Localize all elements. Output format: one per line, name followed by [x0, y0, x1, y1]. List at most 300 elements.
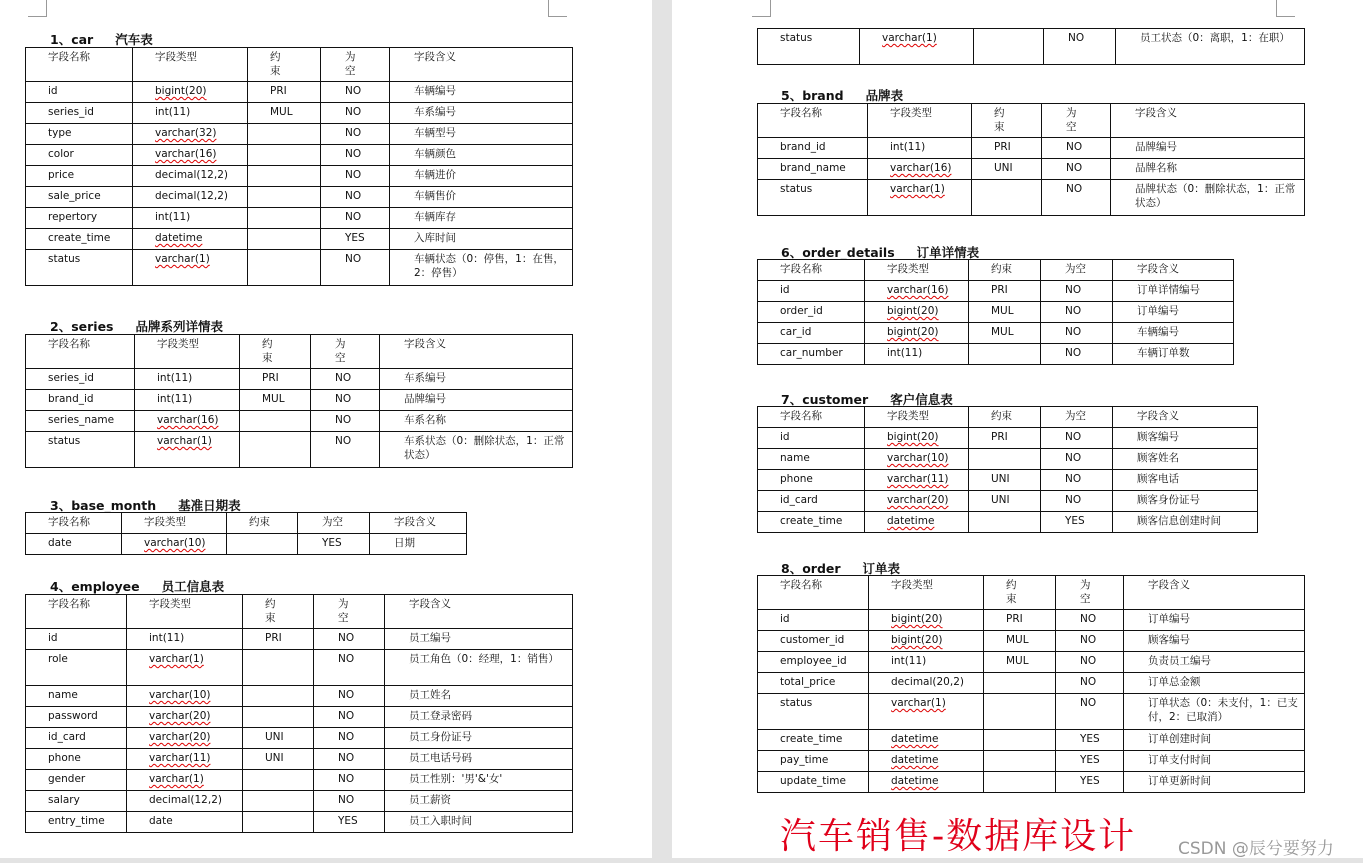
- schema-table: [25, 334, 573, 468]
- cell-text: PRI: [265, 632, 282, 644]
- table-cell: [984, 610, 1056, 631]
- cell-text: 员工身份证号: [409, 731, 472, 743]
- table-cell: [26, 208, 133, 229]
- table-cell: [321, 208, 390, 229]
- column-header: [248, 48, 321, 82]
- column-header: [314, 595, 385, 629]
- cell-text: NO: [338, 689, 355, 701]
- cell-text: id: [780, 431, 790, 443]
- cell-text: 字段类型: [890, 107, 932, 119]
- table-cell: [26, 124, 133, 145]
- cell-text: 为 空: [1066, 107, 1077, 133]
- cell-text: repertory: [48, 211, 98, 223]
- table-cell: [969, 470, 1041, 491]
- header-row: [26, 595, 573, 629]
- table-cell: [758, 730, 869, 751]
- cell-text: MUL: [262, 393, 285, 405]
- table-cell: [1111, 180, 1305, 216]
- header-row: [26, 513, 467, 534]
- table-cell: [26, 770, 127, 791]
- table-title-cn: 汽车表: [115, 32, 153, 47]
- cell-text: 车系编号: [414, 106, 456, 118]
- cell-text: varchar(1): [155, 253, 210, 265]
- cell-text: 字段类型: [891, 579, 933, 591]
- cell-text: int(11): [157, 372, 193, 384]
- cell-text: varchar(16): [887, 284, 949, 296]
- table-cell: [758, 302, 865, 323]
- table-row: [758, 512, 1258, 533]
- cell-text: price: [48, 169, 75, 181]
- table-cell: [869, 772, 984, 793]
- table-cell: [314, 629, 385, 650]
- table-cell: [984, 694, 1056, 730]
- cell-text: role: [48, 653, 68, 665]
- cell-text: varchar(10): [887, 452, 949, 464]
- cell-text: YES: [345, 232, 365, 244]
- table-cell: [865, 323, 969, 344]
- cell-text: create_time: [780, 733, 843, 745]
- cell-text: id_card: [48, 731, 86, 743]
- table-cell: [127, 686, 243, 707]
- cell-text: varchar(16): [155, 148, 217, 160]
- table-cell: [380, 390, 573, 411]
- table-cell: [1042, 180, 1111, 216]
- cell-text: employee_id: [780, 655, 847, 667]
- table-cell: [984, 673, 1056, 694]
- column-header: [1113, 260, 1234, 281]
- table-cell: [135, 411, 240, 432]
- table-cell: [133, 250, 248, 286]
- column-header: [1056, 576, 1124, 610]
- cell-text: 车辆编号: [414, 85, 456, 97]
- cell-text: 顾客编号: [1148, 634, 1190, 646]
- table-cell: [240, 432, 311, 468]
- cell-text: status: [48, 435, 81, 447]
- table-cell: [758, 631, 869, 652]
- table-cell: [240, 369, 311, 390]
- cell-text: bigint(20): [891, 613, 943, 625]
- table-cell: [1113, 491, 1258, 512]
- table-cell: [243, 749, 314, 770]
- table-cell: [26, 411, 135, 432]
- table-cell: [865, 449, 969, 470]
- cell-text: 订单支付时间: [1148, 754, 1211, 766]
- table-cell: [865, 470, 969, 491]
- cell-text: varchar(20): [887, 494, 949, 506]
- cell-text: MUL: [1006, 655, 1029, 667]
- table-row: [758, 159, 1305, 180]
- table-cell: [1056, 751, 1124, 772]
- table-cell: [1056, 652, 1124, 673]
- cell-text: 顾客身份证号: [1137, 494, 1200, 506]
- table-cell: [380, 432, 573, 468]
- cell-text: NO: [345, 190, 362, 202]
- table-title-en: 2、series: [50, 319, 114, 334]
- cell-text: 车辆状态（0：停售，1：在售，2：停售）: [414, 253, 564, 279]
- cell-text: salary: [48, 794, 80, 806]
- column-header: [758, 576, 869, 610]
- table-row: [758, 344, 1234, 365]
- table-cell: [26, 250, 133, 286]
- table-cell: [984, 772, 1056, 793]
- column-header: [972, 104, 1042, 138]
- table-cell: [972, 180, 1042, 216]
- column-header: [385, 595, 573, 629]
- cell-text: 约束: [991, 410, 1012, 422]
- table-cell: [758, 344, 865, 365]
- column-header: [1111, 104, 1305, 138]
- table-title-cn: 员工信息表: [161, 579, 225, 594]
- cell-text: varchar(1): [891, 697, 946, 709]
- cell-text: 车辆售价: [414, 190, 456, 202]
- table-cell: [127, 707, 243, 728]
- cell-text: bigint(20): [887, 305, 939, 317]
- table-cell: [969, 449, 1041, 470]
- cell-text: 订单更新时间: [1148, 775, 1211, 787]
- table-cell: [758, 652, 869, 673]
- table-cell: [133, 124, 248, 145]
- cell-text: id: [780, 284, 790, 296]
- cell-text: 字段含义: [394, 516, 436, 528]
- table-row: [26, 432, 573, 468]
- table-cell: [1113, 302, 1234, 323]
- table-title-cn: 订单表: [862, 561, 901, 576]
- cell-text: 订单状态（0：未支付，1：已支付，2：已取消）: [1148, 697, 1298, 723]
- cell-text: series_id: [48, 372, 94, 384]
- cell-text: 车系名称: [404, 414, 446, 426]
- table-cell: [758, 323, 865, 344]
- cell-text: 字段名称: [780, 579, 822, 591]
- cell-text: 为 空: [345, 51, 356, 77]
- cell-text: 字段名称: [780, 263, 822, 275]
- cell-text: int(11): [891, 655, 927, 667]
- table-cell: [26, 166, 133, 187]
- table-cell: [865, 281, 969, 302]
- table-title-en: 1、car: [50, 32, 94, 47]
- cell-text: NO: [1080, 655, 1097, 667]
- column-header: [1113, 407, 1258, 428]
- table-row: [26, 390, 573, 411]
- table-row: [26, 82, 573, 103]
- table-cell: [380, 369, 573, 390]
- cell-text: 为 空: [338, 598, 349, 624]
- table-cell: [1056, 694, 1124, 730]
- table-cell: [26, 812, 127, 833]
- table-cell: [865, 512, 969, 533]
- table-cell: [1124, 694, 1305, 730]
- cell-text: decimal(12,2): [155, 169, 228, 181]
- table-cell: [385, 749, 573, 770]
- cell-text: 约束: [249, 516, 270, 528]
- cell-text: 车系编号: [404, 372, 446, 384]
- table-cell: [865, 302, 969, 323]
- cell-text: 为空: [1065, 410, 1086, 422]
- table-cell: [1124, 631, 1305, 652]
- column-header: [390, 48, 573, 82]
- cell-text: MUL: [991, 305, 1014, 317]
- table-cell: [1113, 323, 1234, 344]
- cell-text: NO: [335, 372, 352, 384]
- table-cell: [127, 728, 243, 749]
- cell-text: NO: [345, 169, 362, 181]
- cell-text: PRI: [991, 431, 1008, 443]
- table-cell: [758, 449, 865, 470]
- cell-text: decimal(12,2): [155, 190, 228, 202]
- column-header: [865, 260, 969, 281]
- cell-text: MUL: [270, 106, 293, 118]
- table-cell: [380, 411, 573, 432]
- table-row: [758, 772, 1305, 793]
- cell-text: 员工性别：'男'&'女': [409, 773, 503, 785]
- table-cell: [243, 728, 314, 749]
- cell-text: varchar(10): [149, 689, 211, 701]
- table-row: [758, 449, 1258, 470]
- table-cell: [311, 369, 380, 390]
- table-title-en: 4、employee: [50, 579, 140, 594]
- table-row: [26, 791, 573, 812]
- cell-text: MUL: [1006, 634, 1029, 646]
- table-cell: [1056, 772, 1124, 793]
- table-cell: [1113, 281, 1234, 302]
- cell-text: 为 空: [335, 338, 346, 364]
- column-header: [311, 335, 380, 369]
- table-title-en: 7、customer: [781, 392, 869, 407]
- table-cell: [385, 770, 573, 791]
- schema-table: [757, 406, 1258, 533]
- table-cell: [974, 29, 1044, 65]
- cell-text: NO: [1066, 141, 1083, 153]
- table-cell: [758, 694, 869, 730]
- table-cell: [135, 432, 240, 468]
- table-cell: [370, 534, 467, 555]
- table-row: [26, 145, 573, 166]
- cell-text: create_time: [780, 515, 843, 527]
- table-cell: [969, 491, 1041, 512]
- cell-text: NO: [1080, 697, 1097, 709]
- table-cell: [1056, 610, 1124, 631]
- cell-text: 字段名称: [48, 338, 90, 350]
- cell-text: 员工登录密码: [409, 710, 472, 722]
- cell-text: 字段类型: [887, 410, 929, 422]
- cell-text: 约 束: [262, 338, 273, 364]
- cell-text: YES: [1065, 515, 1085, 527]
- table-cell: [321, 187, 390, 208]
- watermark: CSDN @辰兮要努力: [1178, 839, 1334, 859]
- table-cell: [1111, 138, 1305, 159]
- cell-text: NO: [335, 435, 352, 447]
- cell-text: int(11): [149, 632, 185, 644]
- table-cell: [26, 686, 127, 707]
- cell-text: 字段类型: [155, 51, 197, 63]
- table-cell: [240, 411, 311, 432]
- table-row: [758, 631, 1305, 652]
- table-cell: [314, 728, 385, 749]
- cell-text: NO: [345, 106, 362, 118]
- banner-title: 汽车销售-数据库设计: [780, 816, 1137, 857]
- table-cell: [26, 390, 135, 411]
- cell-text: bigint(20): [887, 326, 939, 338]
- table-cell: [758, 428, 865, 449]
- table-title-en: 3、base_month: [50, 498, 157, 513]
- cell-text: varchar(1): [149, 773, 204, 785]
- table-cell: [1124, 673, 1305, 694]
- cell-text: 入库时间: [414, 232, 456, 244]
- table-cell: [385, 791, 573, 812]
- table-cell: [1041, 449, 1113, 470]
- cell-text: NO: [1066, 162, 1083, 174]
- table-title-en: 6、order_details: [781, 245, 895, 260]
- schema-table: [25, 512, 467, 555]
- table-title-cn: 品牌系列详情表: [135, 319, 223, 334]
- table-cell: [321, 145, 390, 166]
- column-header: [1042, 104, 1111, 138]
- cell-text: 员工入职时间: [409, 815, 472, 827]
- table-cell: [26, 145, 133, 166]
- table-title: [781, 86, 903, 104]
- column-header: [1041, 407, 1113, 428]
- cell-text: 顾客编号: [1137, 431, 1179, 443]
- table-cell: [314, 650, 385, 686]
- cell-text: NO: [1066, 183, 1083, 195]
- cell-text: NO: [338, 653, 355, 665]
- table-cell: [1042, 138, 1111, 159]
- table-cell: [984, 730, 1056, 751]
- cell-text: car_id: [780, 326, 812, 338]
- cell-text: MUL: [991, 326, 1014, 338]
- column-header: [26, 335, 135, 369]
- cell-text: date: [149, 815, 173, 827]
- cell-text: NO: [345, 127, 362, 139]
- table-row: [758, 470, 1258, 491]
- column-header: [127, 595, 243, 629]
- table-cell: [314, 707, 385, 728]
- cell-text: varchar(11): [149, 752, 211, 764]
- column-header: [758, 260, 865, 281]
- table-cell: [26, 728, 127, 749]
- table-cell: [314, 770, 385, 791]
- column-header: [26, 48, 133, 82]
- cell-text: NO: [1065, 326, 1082, 338]
- cell-text: color: [48, 148, 74, 160]
- column-header: [969, 407, 1041, 428]
- table-cell: [321, 229, 390, 250]
- table-cell: [865, 344, 969, 365]
- cell-text: YES: [1080, 733, 1100, 745]
- table-cell: [869, 610, 984, 631]
- table-cell: [26, 187, 133, 208]
- table-row: [26, 728, 573, 749]
- schema-table: [757, 259, 1234, 365]
- table-cell: [321, 124, 390, 145]
- cell-text: NO: [1065, 284, 1082, 296]
- cell-text: NO: [1080, 613, 1097, 625]
- header-row: [758, 407, 1258, 428]
- cell-text: name: [780, 452, 810, 464]
- table-cell: [1056, 730, 1124, 751]
- schema-table: [25, 594, 573, 833]
- cell-text: 约束: [991, 263, 1012, 275]
- cell-text: update_time: [780, 775, 846, 787]
- table-title: [50, 30, 153, 48]
- cell-text: 字段名称: [48, 598, 90, 610]
- table-cell: [133, 187, 248, 208]
- table-title: [50, 577, 224, 595]
- table-cell: [1041, 428, 1113, 449]
- schema-table: [25, 47, 573, 286]
- table-cell: [969, 323, 1041, 344]
- table-cell: [758, 470, 865, 491]
- table-cell: [984, 631, 1056, 652]
- column-header: [380, 335, 573, 369]
- table-cell: [869, 652, 984, 673]
- table-row: [26, 812, 573, 833]
- table-cell: [311, 390, 380, 411]
- table-cell: [390, 250, 573, 286]
- schema-table: [757, 28, 1305, 65]
- table-row: [758, 138, 1305, 159]
- cell-text: series_name: [48, 414, 115, 426]
- table-cell: [321, 103, 390, 124]
- table-cell: [390, 145, 573, 166]
- cell-text: 字段名称: [48, 516, 90, 528]
- table-cell: [385, 686, 573, 707]
- cell-text: NO: [1080, 676, 1097, 688]
- table-cell: [860, 29, 974, 65]
- table-cell: [1041, 323, 1113, 344]
- table-cell: [133, 166, 248, 187]
- table-row: [26, 166, 573, 187]
- table-cell: [248, 187, 321, 208]
- table-row: [26, 208, 573, 229]
- table-cell: [1056, 673, 1124, 694]
- table-cell: [758, 281, 865, 302]
- table-cell: [385, 650, 573, 686]
- cell-text: int(11): [157, 393, 193, 405]
- table-row: [758, 673, 1305, 694]
- cell-text: NO: [335, 414, 352, 426]
- table-cell: [227, 534, 298, 555]
- cell-text: int(11): [887, 347, 923, 359]
- table-cell: [1113, 512, 1258, 533]
- table-cell: [868, 180, 972, 216]
- table-cell: [1124, 652, 1305, 673]
- column-header: [969, 260, 1041, 281]
- table-cell: [248, 145, 321, 166]
- table-cell: [243, 707, 314, 728]
- cell-text: phone: [48, 752, 81, 764]
- table-cell: [969, 302, 1041, 323]
- cell-text: brand_id: [780, 141, 826, 153]
- cell-text: 负责员工编号: [1148, 655, 1211, 667]
- table-cell: [1113, 428, 1258, 449]
- cell-text: type: [48, 127, 72, 139]
- cell-text: gender: [48, 773, 86, 785]
- table-cell: [26, 369, 135, 390]
- table-row: [26, 629, 573, 650]
- table-row: [26, 411, 573, 432]
- cell-text: 字段名称: [780, 410, 822, 422]
- margin-mark: [752, 0, 771, 17]
- table-cell: [758, 138, 868, 159]
- cell-text: NO: [345, 148, 362, 160]
- table-cell: [314, 791, 385, 812]
- cell-text: NO: [345, 85, 362, 97]
- cell-text: 字段类型: [149, 598, 191, 610]
- table-cell: [248, 229, 321, 250]
- cell-text: 顾客信息创建时间: [1137, 515, 1221, 527]
- table-row: [26, 229, 573, 250]
- table-cell: [243, 770, 314, 791]
